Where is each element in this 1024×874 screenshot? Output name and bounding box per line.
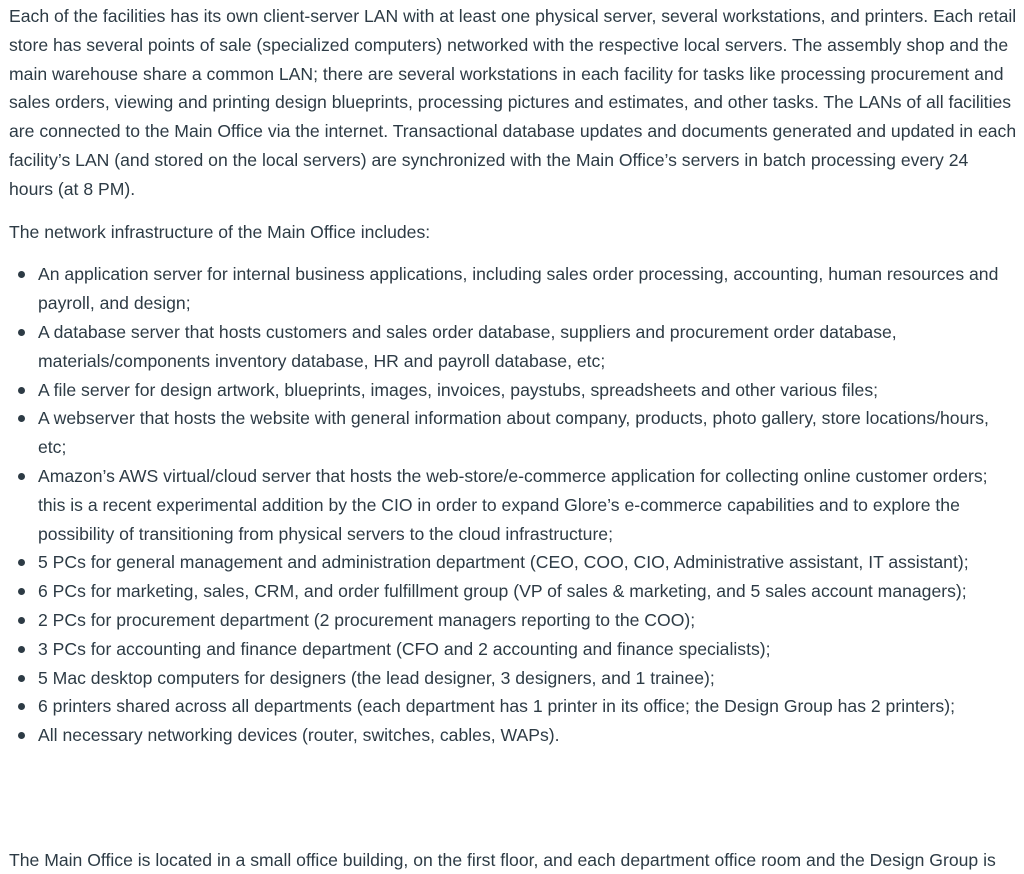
list-item-text: 6 PCs for marketing, sales, CRM, and order fulfillment group (VP of sales & marketing, and 5 sales account managers); (38, 581, 967, 602)
list-item (38, 260, 1017, 318)
infra-list (9, 260, 1017, 750)
bullet-icon (18, 387, 25, 394)
bullet-icon (18, 329, 25, 336)
bullet-icon (18, 415, 25, 422)
list-item (38, 577, 1017, 606)
bullet-icon (18, 617, 25, 624)
list-item (38, 548, 1017, 577)
list-item-text: Amazon’s AWS virtual/cloud server that hosts the web-store/e-commerce application for collecting online customer orders; this is a recent experimental addition by the CIO in order to expand Glore’s e-commerce capabilities and to explore the possibility of transitioning from physical servers to the cloud infrastructure; (38, 465, 988, 544)
bullet-icon (18, 703, 25, 710)
list-item-text: An application server for internal business applications, including sales order processing, accounting, human resources and payroll, and design; (38, 264, 999, 314)
infra-heading: The network infrastructure of the Main Office includes: (9, 221, 431, 242)
list-item-text: 2 PCs for procurement department (2 procurement managers reporting to the COO); (38, 609, 696, 630)
bullet-icon (18, 675, 25, 682)
list-item-text: All necessary networking devices (router, switches, cables, WAPs). (38, 725, 560, 746)
list-item-text: 6 printers shared across all departments (each department has 1 printer in its office; the Design Group has 2 printers); (38, 696, 955, 717)
list-item (38, 692, 1017, 721)
list-item (38, 721, 1017, 750)
list-item-text: A database server that hosts customers and sales order database, suppliers and procurement order database, materials/components inventory database, HR and payroll database, etc; (38, 321, 897, 371)
list-item-text: A webserver that hosts the website with general information about company, products, photo gallery, store locations/hours, etc; (38, 408, 989, 458)
list-item (38, 376, 1017, 405)
list-item (38, 664, 1017, 693)
document-body (9, 2, 1017, 750)
list-item-text: 5 PCs for general management and administration department (CEO, COO, CIO, Administrative assistant, IT assistant); (38, 552, 969, 573)
list-item (38, 635, 1017, 664)
bullet-icon (18, 271, 25, 278)
list-item (38, 462, 1017, 548)
list-item (38, 606, 1017, 635)
list-item-text: A file server for design artwork, blueprints, images, invoices, paystubs, spreadsheets and other various files; (38, 379, 879, 400)
bullet-icon (18, 559, 25, 566)
cut-off-paragraph: The Main Office is located in a small office building, on the first floor, and each department office room and the Design Group is (9, 850, 996, 870)
list-item-text: 3 PCs for accounting and finance department (CFO and 2 accounting and finance specialists); (38, 638, 771, 659)
intro-paragraph: Each of the facilities has its own client-server LAN with at least one physical server, several workstations, and printers. Each retail store has several points of sale (specialized computers) networked with the respective local servers. The assembly shop and the main warehouse share a common LAN; there are several workstations in each facility for tasks like processing procurement and sales orders, viewing and printing design blueprints, processing pictures and estimates, and other tasks. The LANs of all facilities are connected to the Main Office via the internet. Transactional database updates and documents generated and updated in each facility’s LAN (and stored on the local servers) are synchronized with the Main Office’s servers in batch processing every 24 hours (at 8 PM). (9, 6, 1017, 199)
bullet-icon (18, 473, 25, 480)
list-item (38, 404, 1017, 462)
bullet-icon (18, 732, 25, 739)
bullet-icon (18, 588, 25, 595)
bullet-icon (18, 646, 25, 653)
list-item-text: 5 Mac desktop computers for designers (the lead designer, 3 designers, and 1 trainee); (38, 667, 715, 688)
list-item (38, 318, 1017, 376)
